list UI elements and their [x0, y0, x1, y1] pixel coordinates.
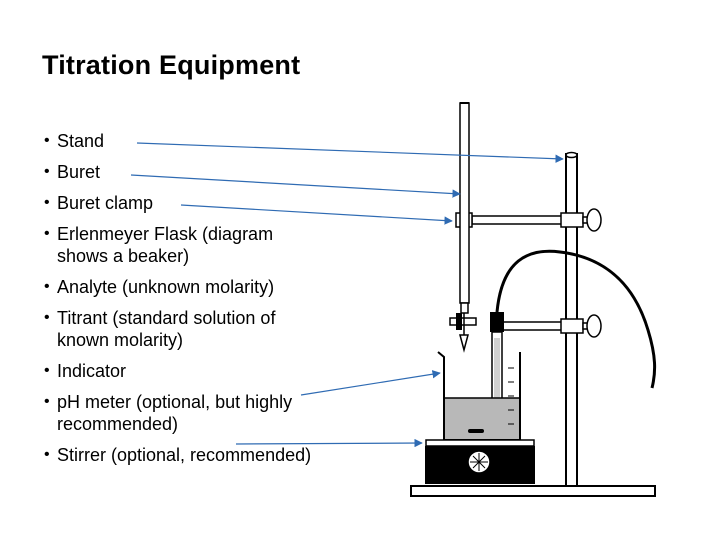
arrow-buret-clamp: [181, 205, 452, 221]
electrode-clamp: [502, 315, 601, 337]
list-item-ph-meter: • pH meter (optional, but highly recommended): [44, 391, 311, 435]
arrow-stand: [137, 143, 563, 159]
list-item-buret-clamp: • Buret clamp: [44, 192, 311, 214]
page-title: Titration Equipment: [42, 50, 301, 80]
list-item-stirrer: • Stirrer (optional, recommended): [44, 444, 311, 466]
list-item-indicator: • Indicator: [44, 360, 311, 382]
list-item-erlenmeyer-flask: • Erlenmeyer Flask (diagram shows a beaker): [44, 223, 311, 267]
list-item-stand: • Stand: [44, 130, 311, 152]
arrow-indicator: [301, 373, 440, 395]
list-item-titrant: • Titrant (standard solution of known molarity): [44, 307, 311, 351]
magnetic-stirrer: [425, 440, 535, 484]
list-item-analyte: • Analyte (unknown molarity): [44, 276, 311, 298]
stand-base: [411, 486, 655, 496]
beaker: [438, 352, 520, 440]
arrow-stirrer: [236, 443, 422, 444]
list-item-buret: • Buret: [44, 161, 311, 183]
arrow-buret: [131, 175, 460, 194]
buret-clamp: [456, 209, 601, 231]
